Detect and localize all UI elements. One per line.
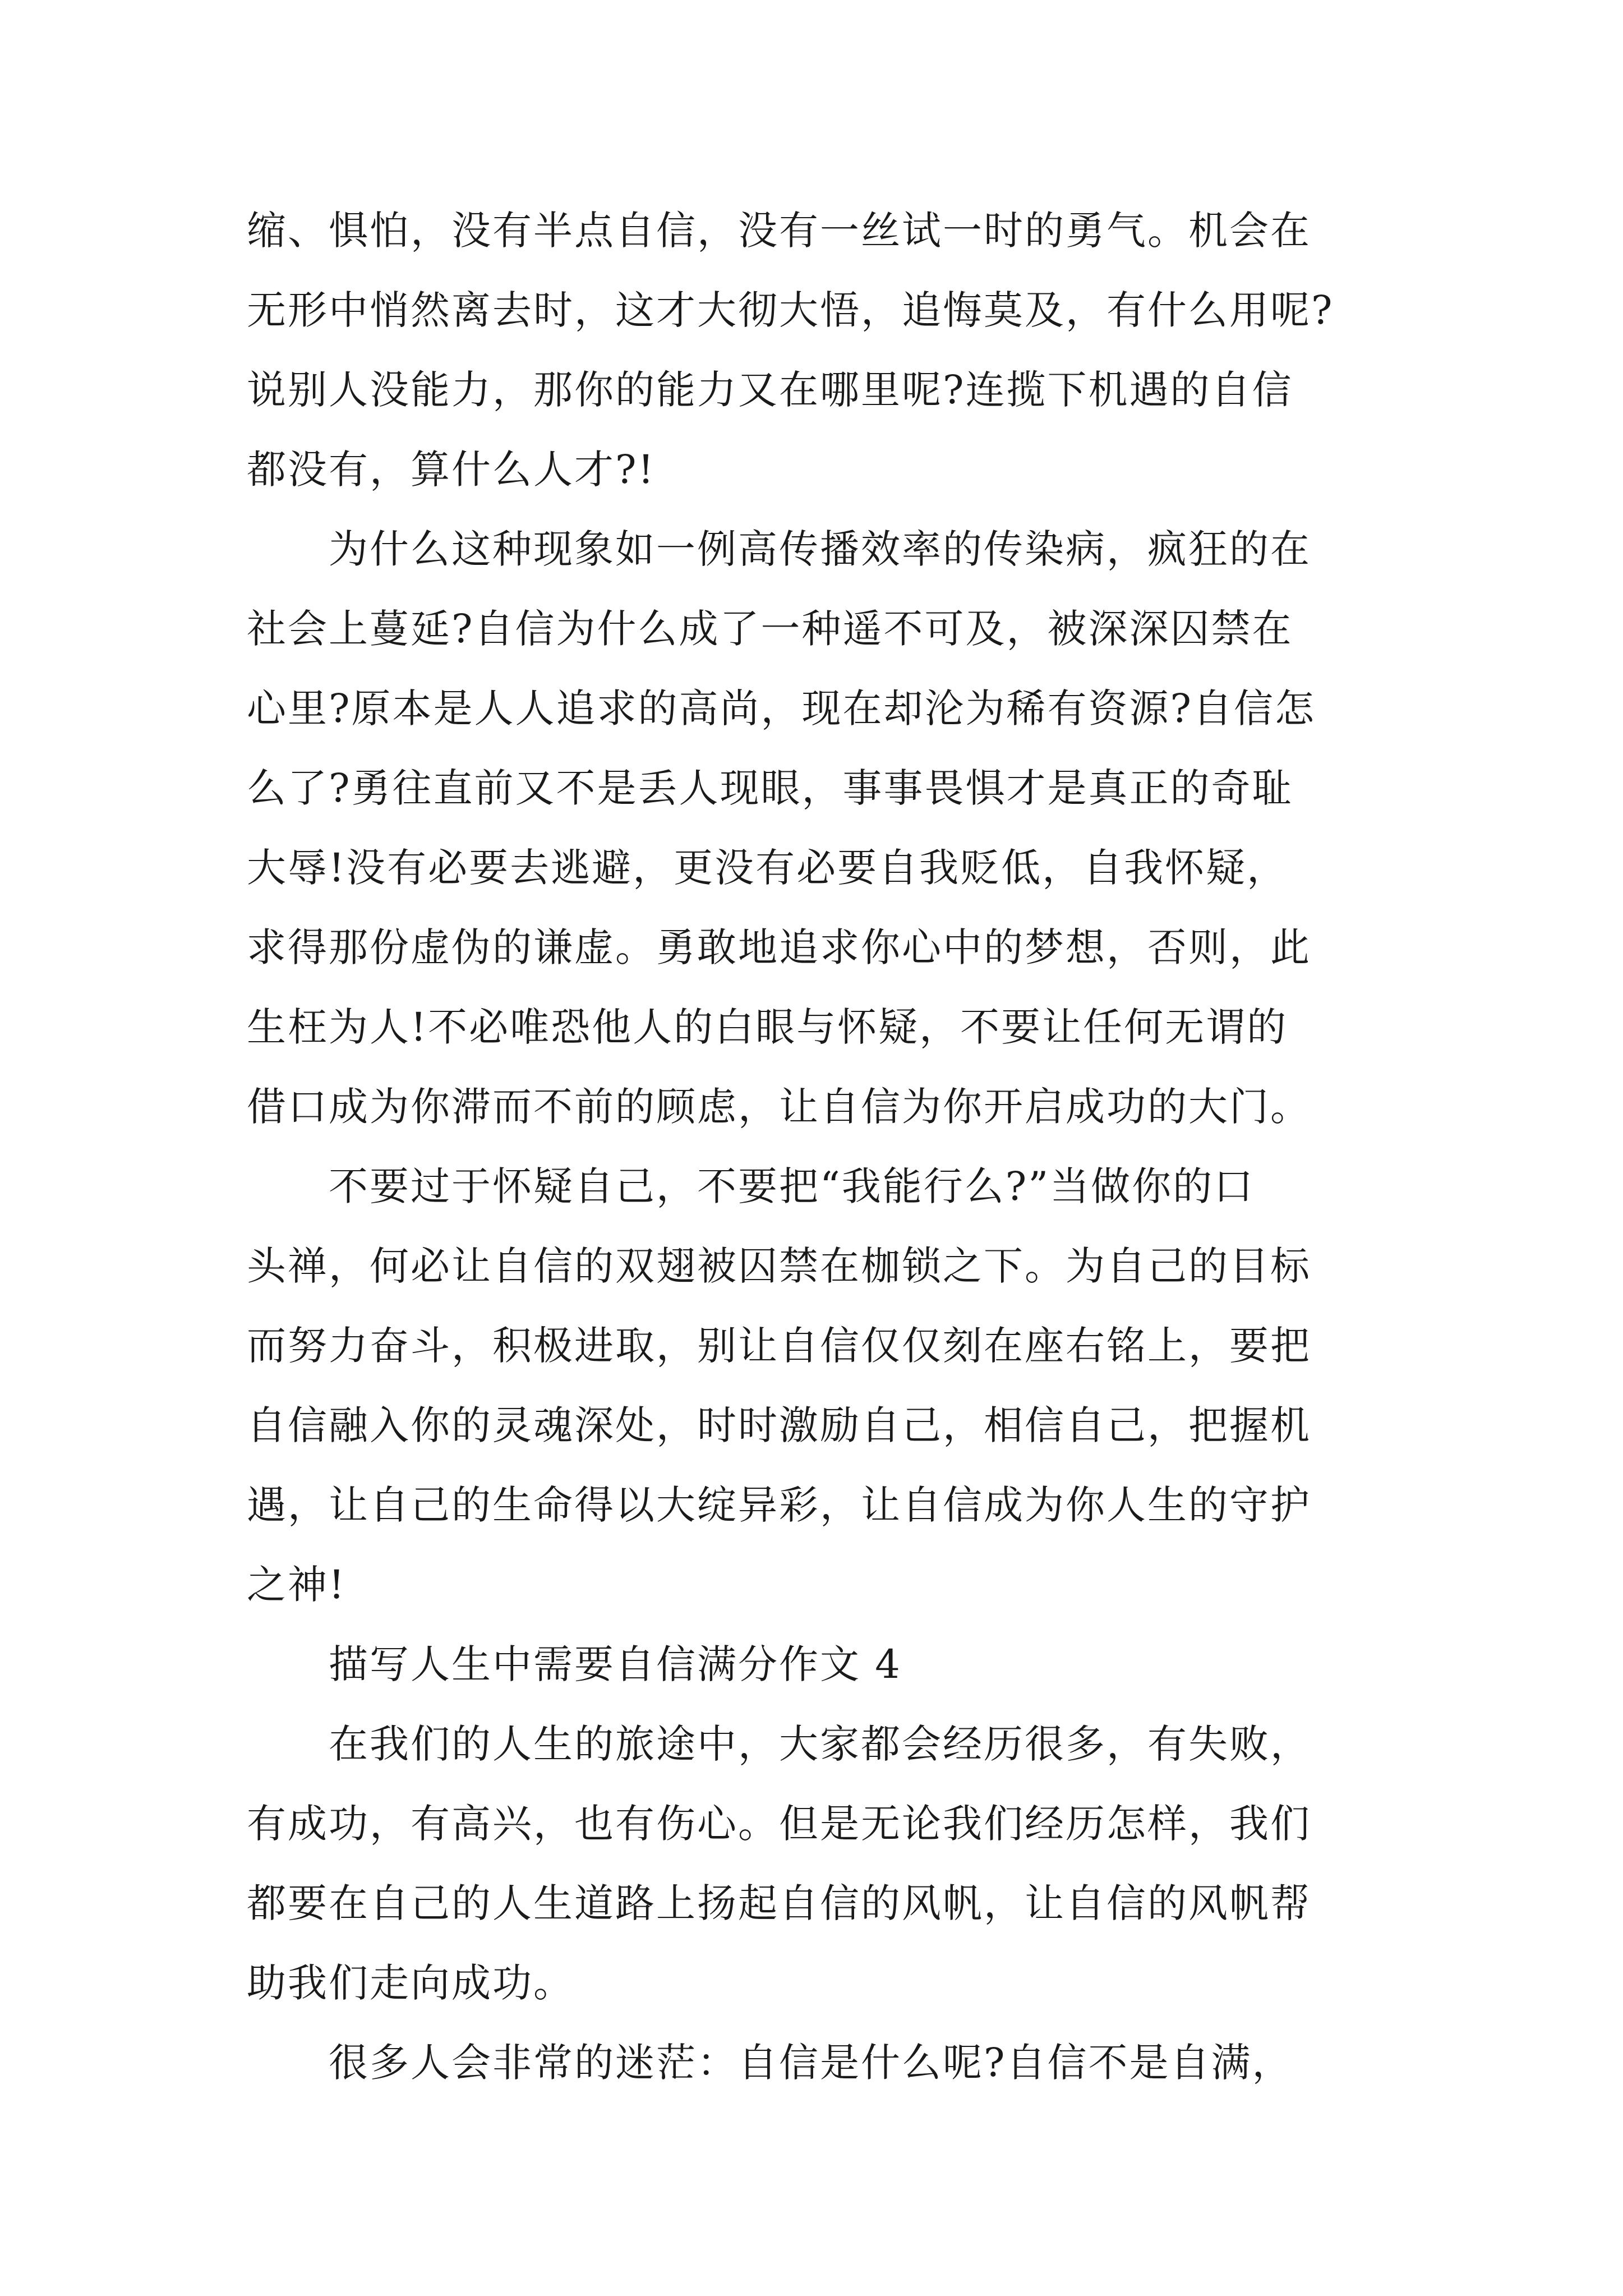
text-line: 大辱!没有必要去逃避，更没有必要自我贬低，自我怀疑， (247, 845, 1288, 891)
text-line: 都没有，算什么人才?! (247, 447, 656, 493)
paragraph-start-line: 在我们的人生的旅途中，大家都会经历很多，有失败， (247, 1721, 1311, 1767)
text-line: 有成功，有高兴，也有伤心。但是无论我们经历怎样，我们 (247, 1801, 1311, 1847)
text-line: 遇，让自己的生命得以大绽异彩，让自信成为你人生的守护 (247, 1482, 1311, 1528)
document-body (247, 191, 1391, 2102)
text-line: 生枉为人!不必唯恐他人的白眼与怀疑，不要让任何无谓的 (247, 1004, 1288, 1050)
text-line: 都要在自己的人生道路上扬起自信的风帆，让自信的风帆帮 (247, 1880, 1311, 1926)
text-line: 头禅，何必让自信的双翅被囚禁在枷锁之下。为自己的目标 (247, 1243, 1311, 1289)
text-line: 之神! (247, 1562, 347, 1608)
text-line: 缩、惧怕，没有半点自信，没有一丝试一时的勇气。机会在 (247, 208, 1311, 254)
text-line: 社会上蔓延?自信为什么成了一种遥不可及，被深深囚禁在 (247, 606, 1293, 652)
section-heading: 描写人生中需要自信满分作文 4 (247, 1641, 902, 1687)
text-line: 自信融入你的灵魂深处，时时激励自己，相信自己，把握机 (247, 1402, 1311, 1448)
text-line: 么了?勇往直前又不是丢人现眼，事事畏惧才是真正的奇耻 (247, 765, 1293, 811)
paragraph-start-line: 为什么这种现象如一例高传播效率的传染病，疯狂的在 (247, 526, 1311, 572)
paragraph-start-line: 很多人会非常的迷茫：自信是什么呢?自信不是自满， (247, 2040, 1293, 2086)
text-line: 助我们走向成功。 (247, 1960, 574, 2006)
text-line: 心里?原本是人人追求的高尚，现在却沦为稀有资源?自信怎 (247, 685, 1316, 731)
text-line: 求得那份虚伪的谦虚。勇敢地追求你心中的梦想，否则，此 (247, 924, 1311, 970)
paragraph-start-line: 不要过于怀疑自己，不要把“我能行么?”当做你的口 (247, 1163, 1255, 1209)
text-line: 而努力奋斗，积极进取，别让自信仅仅刻在座右铭上，要把 (247, 1323, 1311, 1369)
text-line: 借口成为你滞而不前的顾虑，让自信为你开启成功的大门。 (247, 1084, 1311, 1130)
text-line: 说别人没能力，那你的能力又在哪里呢?连揽下机遇的自信 (247, 367, 1293, 413)
text-line: 无形中悄然离去时，这才大彻大悟，追悔莫及，有什么用呢? (247, 287, 1334, 333)
